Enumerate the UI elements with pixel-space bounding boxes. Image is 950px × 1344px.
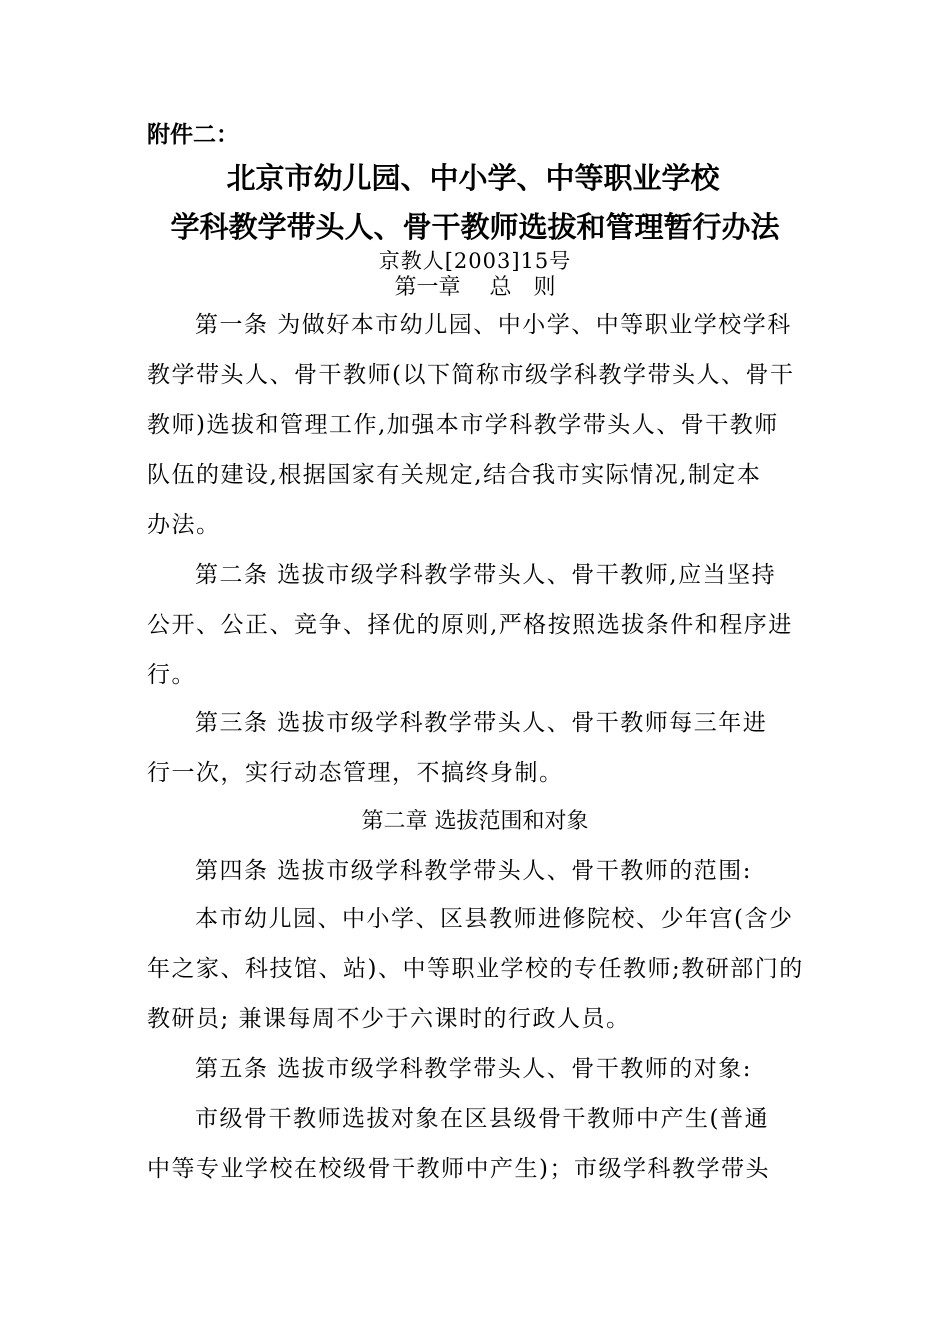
article-4-line: 第四条 选拔市级学科教学带头人、骨干教师的范围: <box>195 858 753 884</box>
article-4-scope <box>147 894 805 1044</box>
article-4-scope-line: 教研员; 兼课每周不少于六课时的行政人员。 <box>147 1006 631 1032</box>
article-5-target-line: 市级骨干教师选拔对象在区县级骨干教师中产生(普通 <box>195 1106 769 1132</box>
document-number: 京教人[2003]15号 <box>378 249 572 273</box>
attachment-label: 附件二： <box>147 122 239 148</box>
article-4-scope-line: 年之家、科技馆、站)、中等职业学校的专任教师;教研部门的 <box>147 956 804 982</box>
article-4 <box>147 846 805 896</box>
article-5-target <box>147 1094 805 1194</box>
article-3-line: 行一次，实行动态管理，不搞终身制。 <box>147 760 564 786</box>
article-2-line: 第二条 选拔市级学科教学带头人、骨干教师,应当坚持 <box>195 562 777 588</box>
article-1-line: 办法。 <box>147 512 221 538</box>
article-3-line: 第三条 选拔市级学科教学带头人、骨干教师每三年进 <box>195 710 768 736</box>
article-2-line: 行。 <box>147 662 196 688</box>
article-2 <box>147 550 805 700</box>
chapter-2-heading: 第二章 选拔范围和对象 <box>361 809 589 834</box>
document-title-line-2: 学科教学带头人、骨干教师选拔和管理暂行办法 <box>170 210 780 244</box>
article-5-target-line: 中等专业学校在校级骨干教师中产生)；市级学科教学带头 <box>147 1156 770 1182</box>
document-title-line-1: 北京市幼儿园、中小学、中等职业学校 <box>226 161 720 195</box>
article-5-line: 第五条 选拔市级学科教学带头人、骨干教师的对象: <box>195 1056 753 1082</box>
article-1-line: 第一条 为做好本市幼儿园、中小学、中等职业学校学科 <box>195 312 792 338</box>
article-3 <box>147 698 805 798</box>
article-1-line: 教学带头人、骨干教师(以下简称市级学科教学带头人、骨干 <box>147 362 795 388</box>
chapter-1-heading: 第一章 总 则 <box>394 275 556 300</box>
article-2-line: 公开、公正、竞争、择优的原则,严格按照选拔条件和程序进 <box>147 612 793 638</box>
article-5 <box>147 1044 805 1094</box>
article-1 <box>147 300 805 550</box>
article-1-line: 队伍的建设,根据国家有关规定,结合我市实际情况,制定本 <box>147 462 762 488</box>
article-1-line: 教师)选拔和管理工作,加强本市学科教学带头人、骨干教师 <box>147 412 779 438</box>
article-4-scope-line: 本市幼儿园、中小学、区县教师进修院校、少年宫(含少 <box>195 906 794 932</box>
